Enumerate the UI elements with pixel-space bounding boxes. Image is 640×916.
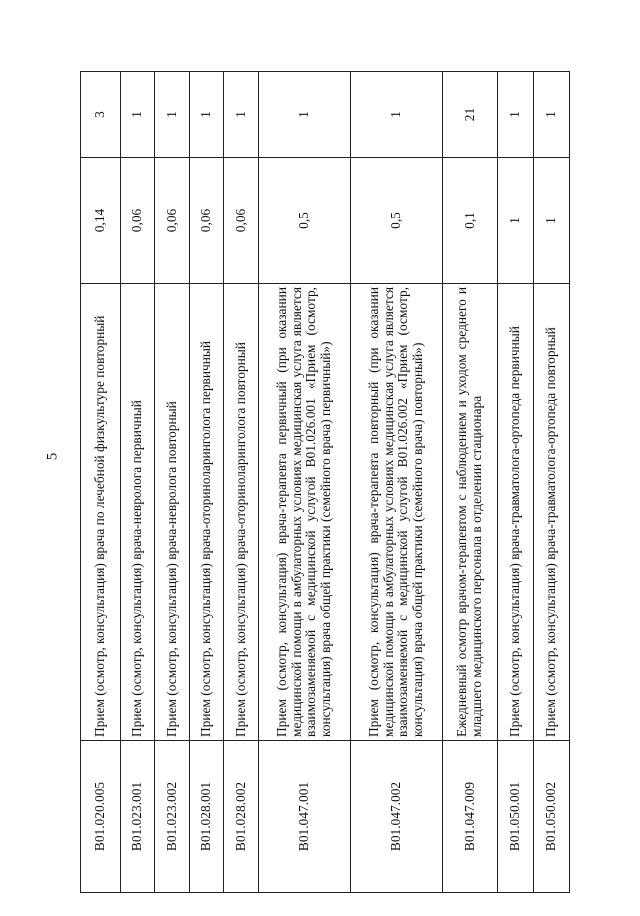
service-name: Прием (осмотр, консультация) врача-терапевта повторный (при оказании медицинской помощи в амбулаторных условиях медицинская услуга является взаимозаменяемой с медицинской услугой B01.026.002 «Прием (осмотр, консультация) врача общей практики (семейного врача) повторный») (350, 284, 442, 741)
service-name: Прием (осмотр, консультация) врача-травматолога-ортопеда повторный (533, 284, 569, 741)
table-row (533, 72, 569, 893)
frequency-coefficient: 0,06 (223, 158, 258, 284)
table-row (223, 72, 258, 893)
service-name: Прием (осмотр, консультация) врача-оториноларинголога повторный (223, 284, 258, 741)
usage-count: 1 (121, 72, 155, 158)
service-code: B01.050.001 (497, 741, 533, 893)
frequency-coefficient: 0,14 (81, 158, 121, 284)
table-row (81, 72, 121, 893)
service-name: Прием (осмотр, консультация) врача-невролога повторный (155, 284, 190, 741)
frequency-coefficient: 0,5 (258, 158, 350, 284)
service-code: B01.028.002 (223, 741, 258, 893)
usage-count: 1 (223, 72, 258, 158)
table-row (350, 72, 442, 893)
frequency-coefficient: 0,1 (442, 158, 497, 284)
frequency-coefficient: 0,06 (155, 158, 190, 284)
service-code: B01.050.002 (533, 741, 569, 893)
service-name: Ежедневный осмотр врачом-терапевтом с наблюдением и уходом среднего и младшего медицинского персонала в отделении стационара (442, 284, 497, 741)
table-row (121, 72, 155, 893)
frequency-coefficient: 0,06 (121, 158, 155, 284)
service-code: B01.020.005 (81, 741, 121, 893)
table-row (258, 72, 350, 893)
service-name: Прием (осмотр, консультация) врача по лечебной физкультуре повторный (81, 284, 121, 741)
service-code: B01.023.001 (121, 741, 155, 893)
frequency-coefficient: 0,5 (350, 158, 442, 284)
usage-count: 1 (155, 72, 190, 158)
usage-count: 3 (81, 72, 121, 158)
table-row (155, 72, 190, 893)
table-row (497, 72, 533, 893)
usage-count: 1 (258, 72, 350, 158)
service-code: B01.047.001 (258, 741, 350, 893)
service-name: Прием (осмотр, консультация) врача-оториноларинголога первичный (190, 284, 224, 741)
service-name: Прием (осмотр, консультация) врача-травматолога-ортопеда первичный (497, 284, 533, 741)
frequency-coefficient: 1 (497, 158, 533, 284)
usage-count: 1 (533, 72, 569, 158)
page-number: 5 (44, 452, 61, 461)
service-name: Прием (осмотр, консультация) врача-невролога первичный (121, 284, 155, 741)
frequency-coefficient: 0,06 (190, 158, 224, 284)
service-code: B01.047.002 (350, 741, 442, 893)
service-name: Прием (осмотр, консультация) врача-терапевта первичный (при оказании медицинской помощи в амбулаторных условиях медицинская услуга является взаимозаменяемой с медицинской услугой B01.026.001 «Прием (осмотр, консультация) врача общей практики (семейного врача) первичный») (258, 284, 350, 741)
usage-count: 1 (497, 72, 533, 158)
service-code: B01.047.009 (442, 741, 497, 893)
rotated-table-frame (80, 72, 570, 893)
service-code: B01.028.001 (190, 741, 224, 893)
usage-count: 21 (442, 72, 497, 158)
table-row (190, 72, 224, 893)
table-row (442, 72, 497, 893)
usage-count: 1 (190, 72, 224, 158)
service-code: B01.023.002 (155, 741, 190, 893)
frequency-coefficient: 1 (533, 158, 569, 284)
services-table (80, 71, 570, 893)
usage-count: 1 (350, 72, 442, 158)
